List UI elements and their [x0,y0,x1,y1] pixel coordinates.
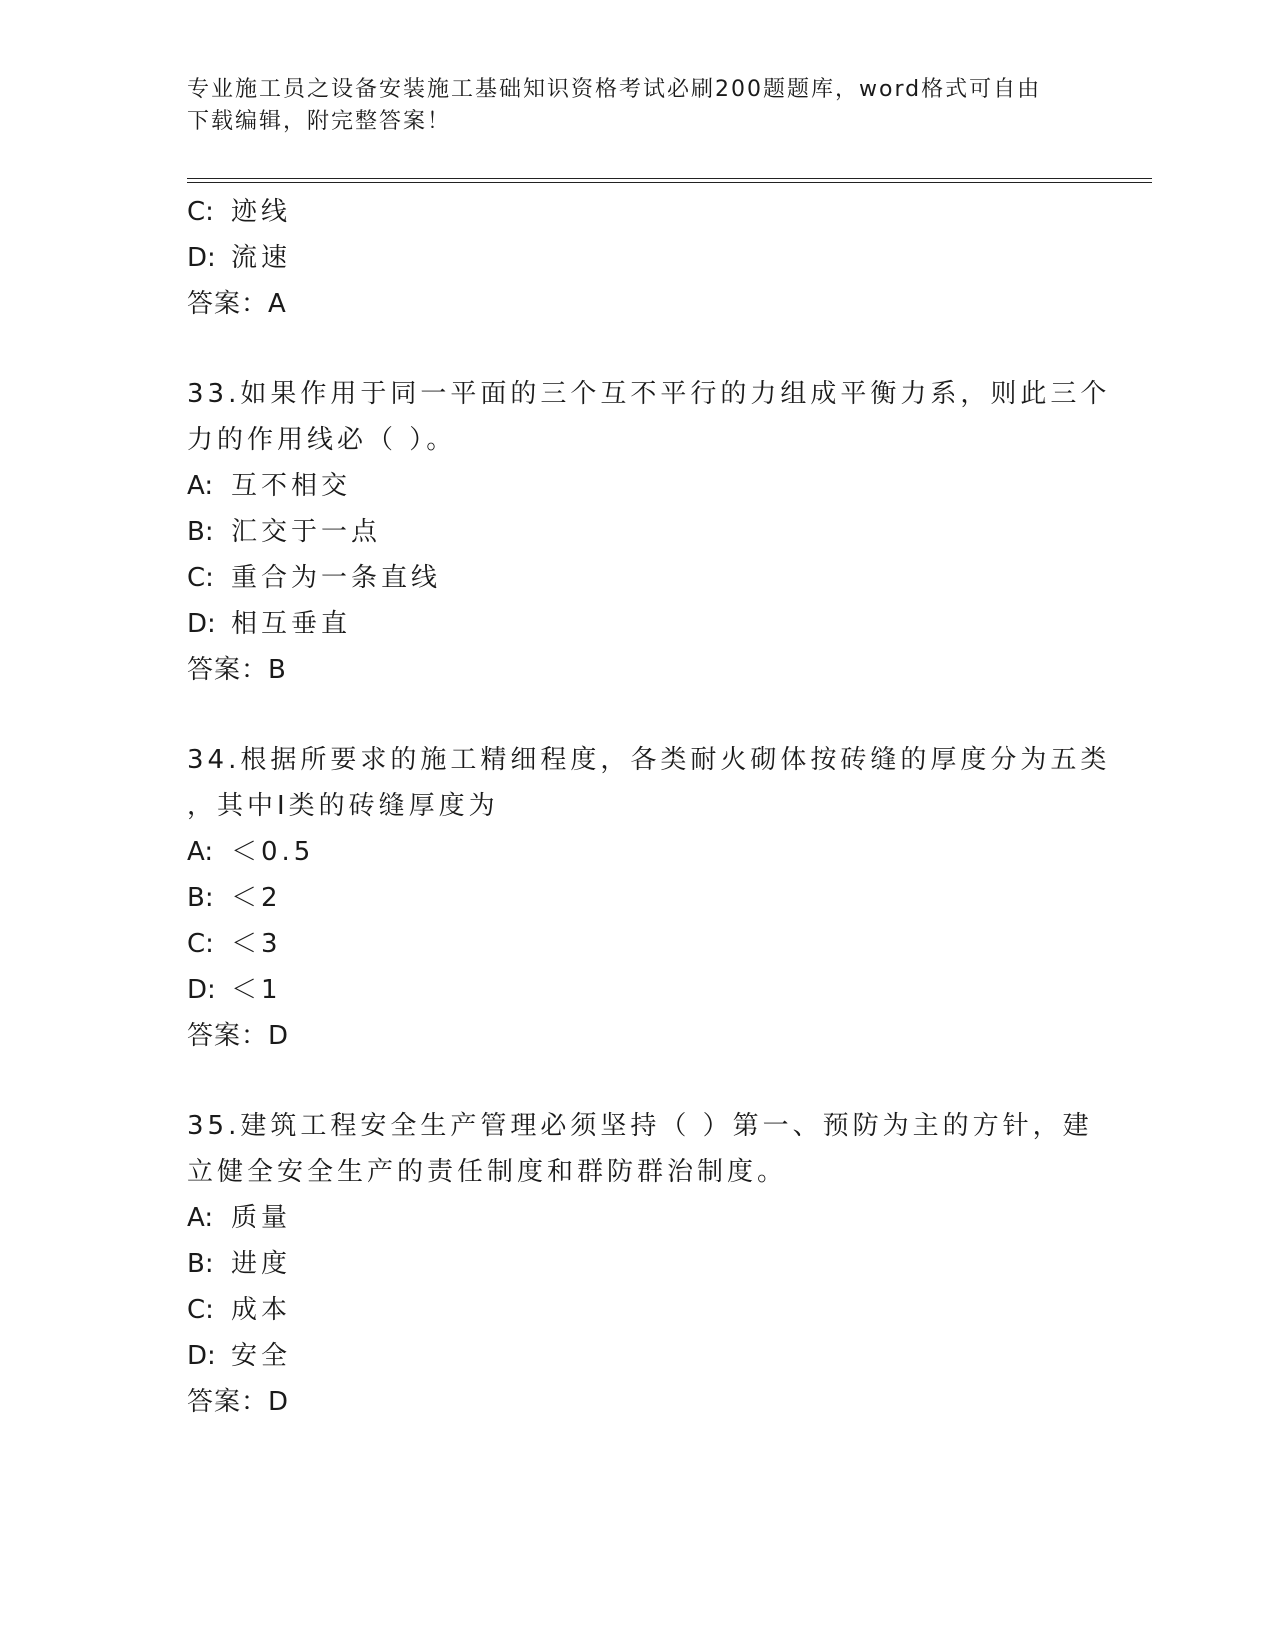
document-body [187,189,1111,1425]
option-text: ＜2 [231,883,282,913]
spacer [187,327,1087,371]
option-text: 安全 [231,1341,292,1371]
option-a [187,463,1087,509]
option-text: 质量 [231,1203,292,1233]
option-key: B: [187,1249,214,1279]
option-key: A: [187,471,214,501]
option-d [187,967,1087,1013]
header-line-1: 专业施工员之设备安装施工基础知识资格考试必刷200题题库，word格式可自由 [187,77,1042,102]
header-line-2: 下载编辑，附完整答案！ [187,109,452,134]
option-b [187,875,1087,921]
answer-line: 答案：B [187,655,287,685]
answer-line: 答案：A [187,289,287,319]
option-c [187,555,1087,601]
question-text-line: 立健全安全生产的责任制度和群防群治制度。 [187,1157,788,1187]
option-text: ＜0.5 [231,837,315,867]
option-b [187,509,1087,555]
option-b [187,1241,1087,1287]
question-33 [187,371,1111,693]
option-c [187,1287,1087,1333]
question-text-line: 34.根据所要求的施工精细程度，各类耐火砌体按砖缝的厚度分为五类 [187,745,1111,775]
header-rule-bottom [187,182,1152,183]
option-c [187,921,1087,967]
option-text: 成本 [231,1295,292,1325]
answer-line: 答案：D [187,1387,290,1417]
option-text: ＜1 [231,975,282,1005]
spacer [187,1059,1087,1103]
option-key: A: [187,837,214,867]
option-key: D: [187,609,216,639]
option-key: D: [187,243,216,273]
option-text: ＜3 [231,929,282,959]
option-key: D: [187,1341,216,1371]
option-a [187,1195,1087,1241]
header-rule-top [187,178,1152,179]
option-text: 迹线 [231,197,292,227]
question-text-line: 力的作用线必（ ）。 [187,425,457,455]
option-c [187,189,1087,235]
question-text-line: 35.建筑工程安全生产管理必须坚持（ ）第一、预防为主的方针，建 [187,1111,1093,1141]
option-key: B: [187,517,214,547]
question-34 [187,737,1111,1059]
option-key: C: [187,197,214,227]
option-key: D: [187,975,216,1005]
option-text: 相互垂直 [231,609,352,639]
option-key: C: [187,1295,214,1325]
option-key: A: [187,1203,214,1233]
option-d [187,601,1087,647]
question-text-line: ，其中Ⅰ类的砖缝厚度为 [187,791,499,821]
document-header [187,74,1067,138]
option-key: C: [187,929,214,959]
option-text: 互不相交 [231,471,352,501]
question-35 [187,1103,1093,1425]
question-text-line: 33.如果作用于同一平面的三个互不平行的力组成平衡力系，则此三个 [187,379,1111,409]
spacer [187,693,1087,737]
option-text: 流速 [231,243,292,273]
option-a [187,829,1087,875]
option-text: 重合为一条直线 [231,563,442,593]
option-d [187,235,1087,281]
answer-line: 答案：D [187,1021,290,1051]
previous-question-tail [187,189,1087,327]
option-d [187,1333,1087,1379]
option-text: 进度 [231,1249,292,1279]
option-text: 汇交于一点 [231,517,382,547]
option-key: C: [187,563,214,593]
option-key: B: [187,883,214,913]
